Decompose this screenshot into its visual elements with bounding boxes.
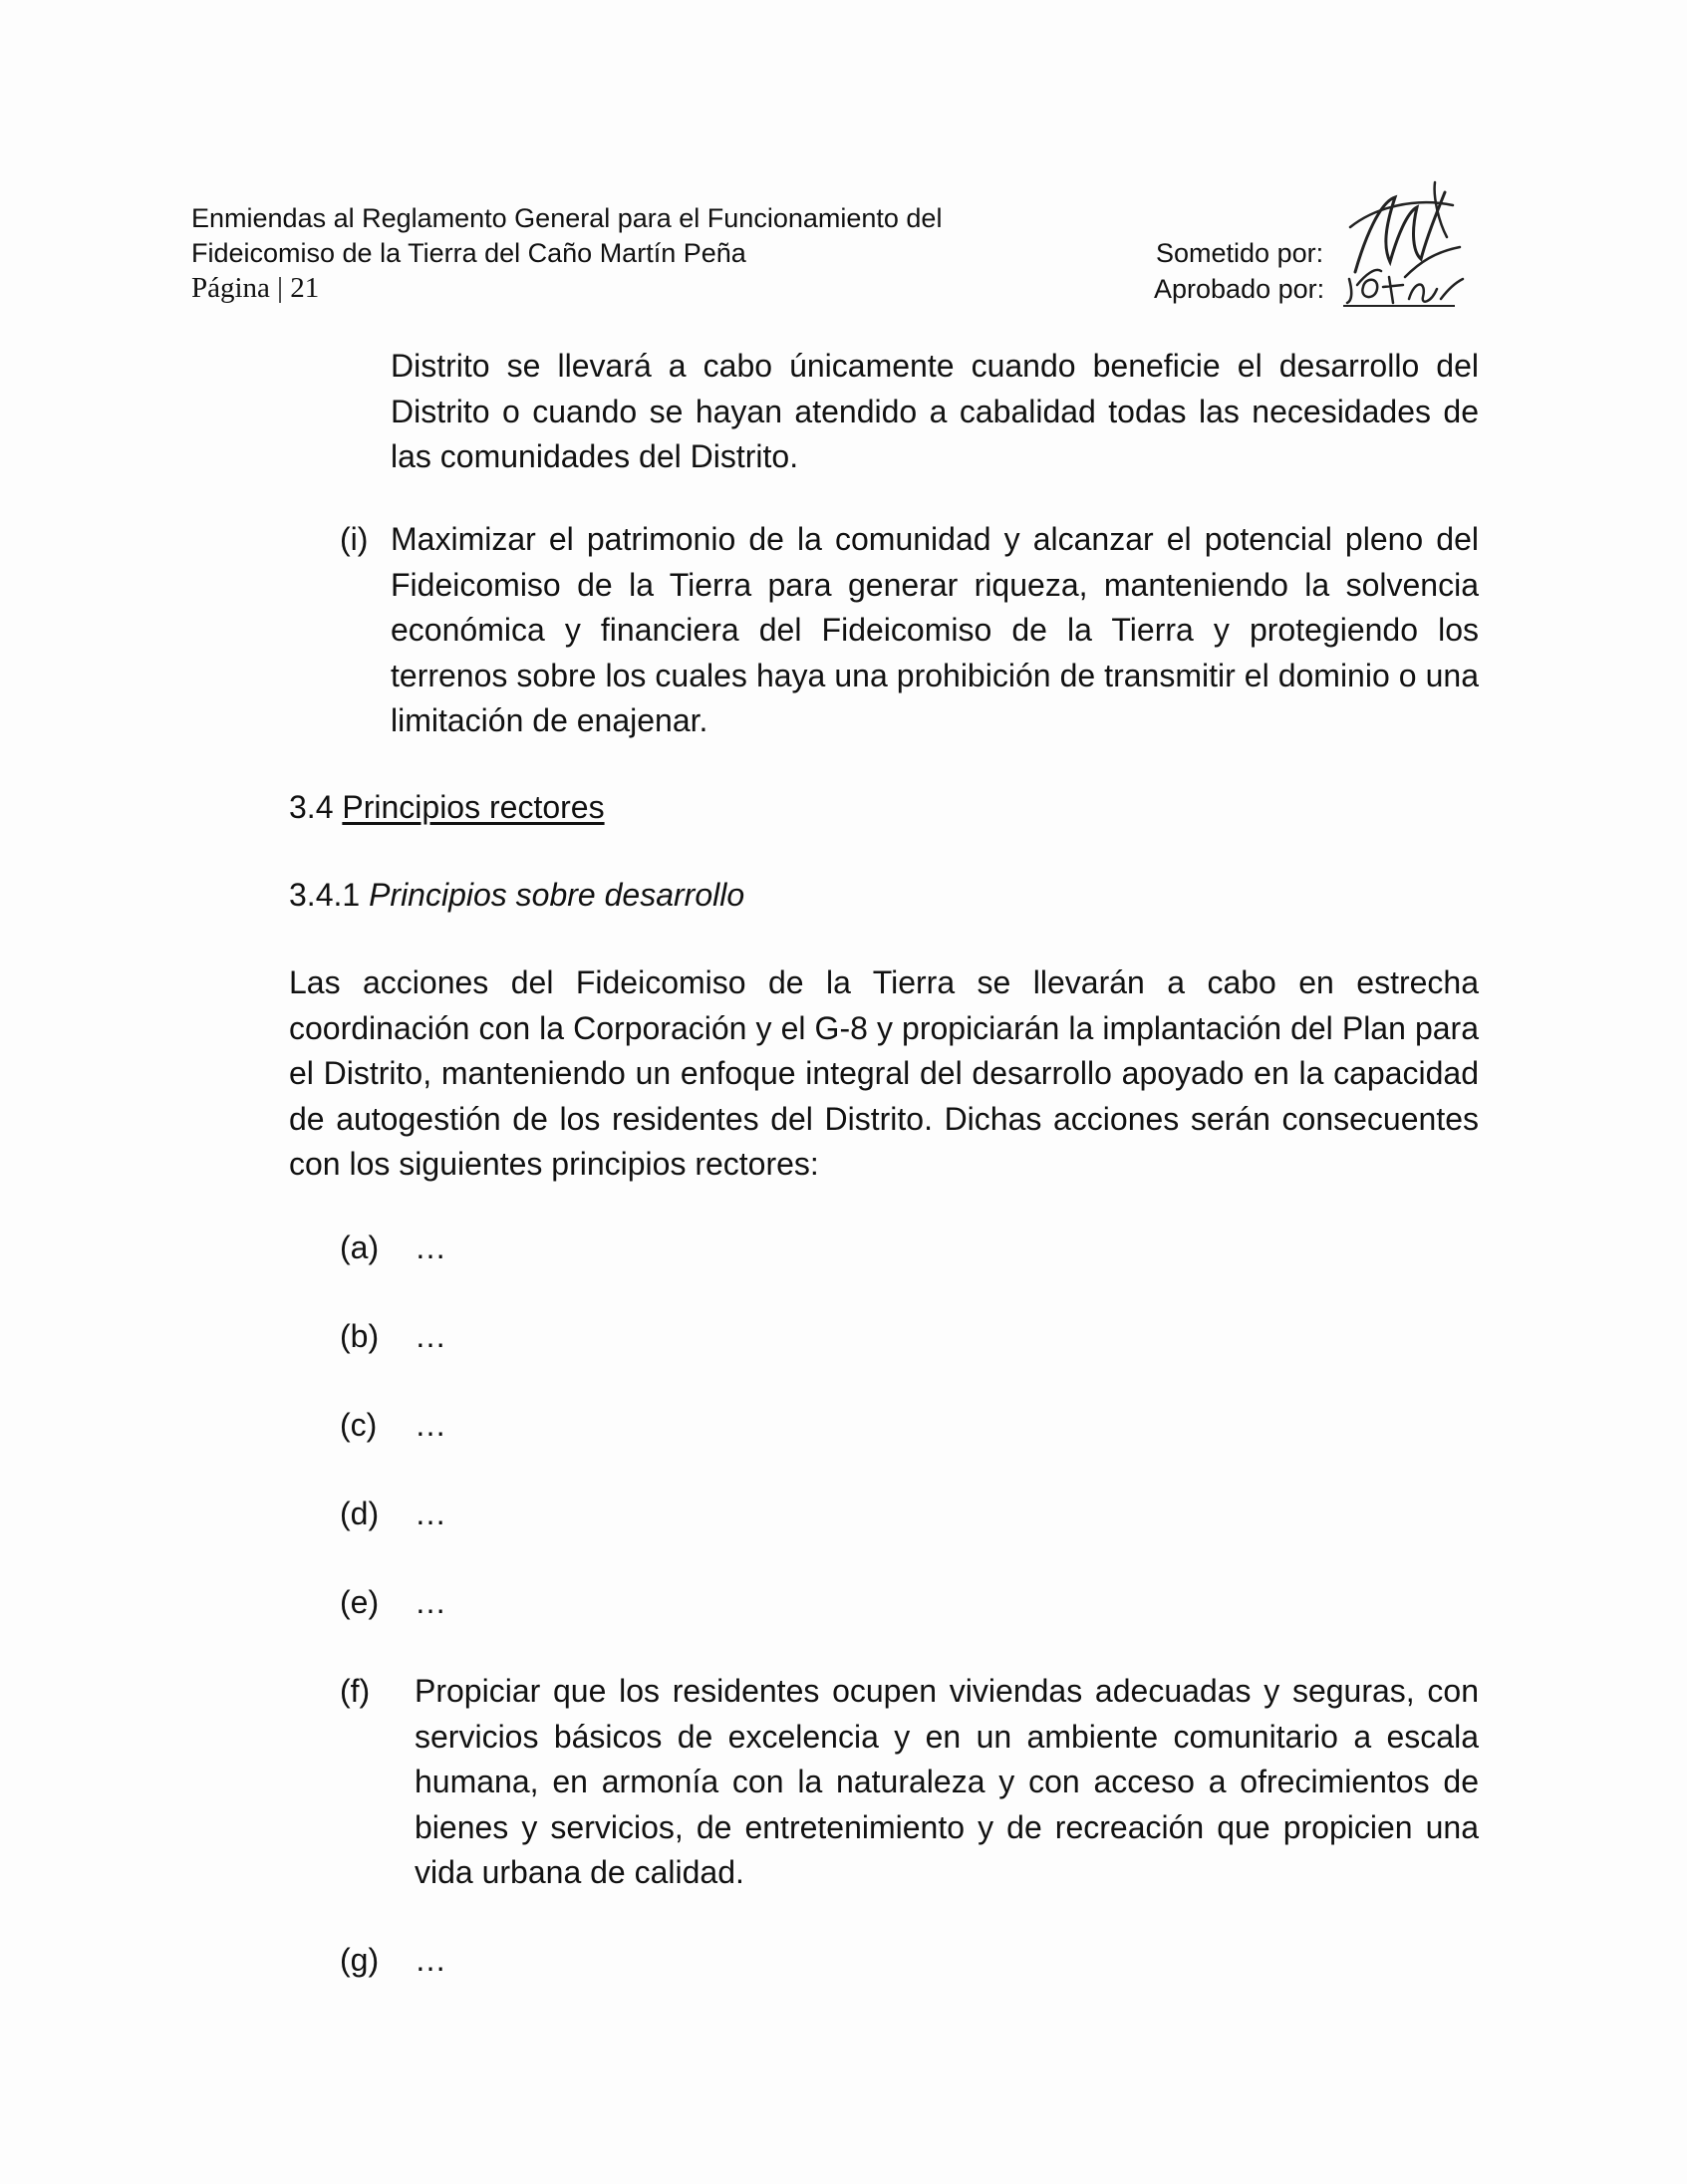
list-item-text: … (415, 1942, 446, 1978)
list-item-text: Propiciar que los residentes ocupen viviendas adecuadas y seguras, con servicios básicos de excelencia y en un ambiente comunitario a escala humana, en armonía con la naturaleza y con acceso a ofrecimientos de bienes y servicios, de entretenimiento y de recreación que propicien una vida urbana de calidad. (415, 1673, 1479, 1890)
list-item-text: … (415, 1229, 446, 1265)
bleed-through-background (1056, 199, 1574, 239)
header-title-line1: Enmiendas al Reglamento General para el Funcionamiento del (191, 203, 943, 233)
subsection-number: 3.4.1 (289, 877, 361, 913)
list-item-label: (e) (340, 1584, 380, 1620)
section-title: Principios rectores (342, 789, 605, 825)
header-title-line2: Fideicomiso de la Tierra del Caño Martín Peña (191, 238, 746, 268)
continuation-paragraph: Distrito se llevará a cabo únicamente cuando beneficie el desarrollo del Distrito o cuando se hayan atendido a cabalidad todas las necesidades de las comunidades del Distrito. (391, 348, 1479, 474)
list-item-label: (d) (340, 1496, 380, 1531)
approval-initials-icon (1345, 269, 1465, 309)
list-item-text: … (415, 1318, 446, 1354)
list-item-text: … (415, 1584, 446, 1620)
subsection-title: Principios sobre desarrollo (369, 877, 745, 913)
list-item-label: (a) (340, 1229, 380, 1265)
list-item-label: (g) (340, 1942, 380, 1978)
list-item-text: … (415, 1407, 446, 1443)
section-heading (289, 785, 605, 830)
section-number: 3.4 (289, 789, 334, 825)
subsection-heading (289, 873, 744, 918)
page-number: Página | 21 (191, 272, 320, 304)
list-item-label: (f) (340, 1673, 371, 1709)
item-i-label: (i) (340, 521, 369, 557)
approved-by-label: Aprobado por: (1154, 274, 1325, 304)
submitted-by-label: Sometido por: (1156, 238, 1324, 268)
list-item-text: … (415, 1496, 446, 1531)
list-item-label: (c) (340, 1407, 378, 1443)
list-item-label: (b) (340, 1318, 380, 1354)
item-i-text: Maximizar el patrimonio de la comunidad y alcanzar el potencial pleno del Fideicomiso de la Tierra para generar riqueza, manteniendo la solvencia económica y financiera del Fideicomiso de la Tierra y protegiendo los terrenos sobre los cuales haya una prohibición de transmitir el dominio o una limitación de enajenar. (391, 521, 1479, 738)
intro-paragraph: Las acciones del Fideicomiso de la Tierra se llevarán a cabo en estrecha coordinación con la Corporación y el G-8 y propiciarán la implantación del Plan para el Distrito, manteniendo un enfoque integral del desarrollo apoyado en la capacidad de autogestión de los residentes del Distrito. Dichas acciones serán consecuentes con los siguientes principios rectores: (289, 964, 1479, 1182)
